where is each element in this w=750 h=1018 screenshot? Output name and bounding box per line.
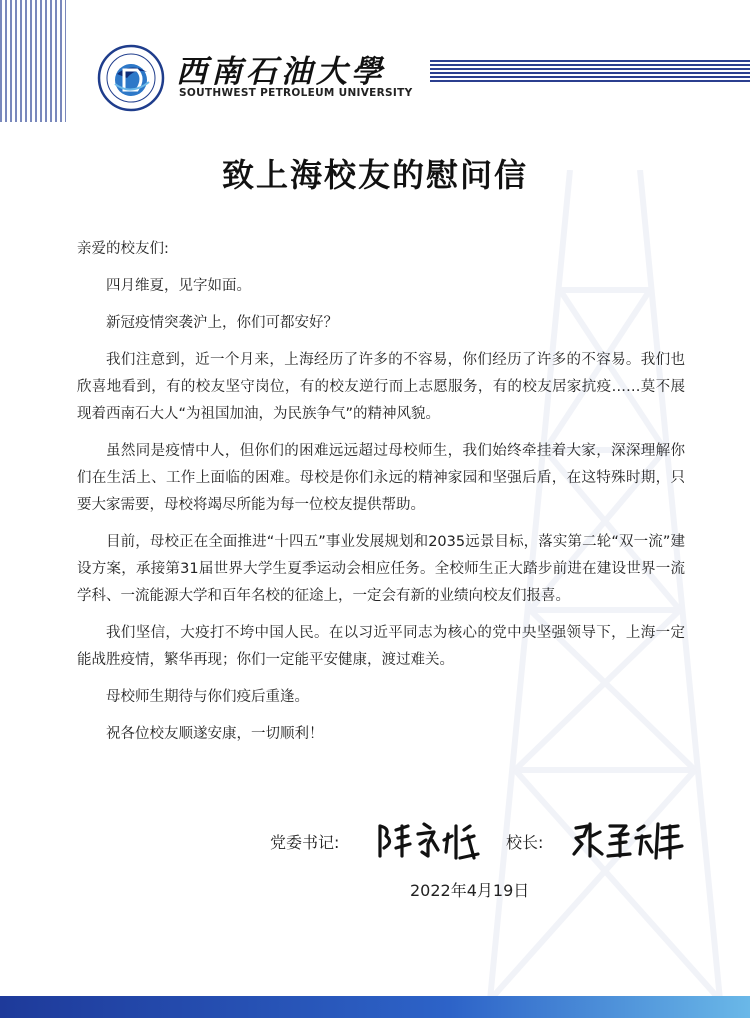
letter-title: 致上海校友的慰问信: [221, 156, 528, 194]
letter-paragraph: 母校师生期待与你们疫后重逢。: [106, 689, 309, 705]
letter-paragraph: 新冠疫情突袭沪上，你们可都安好？: [106, 315, 338, 331]
letter-paragraph: 我们注意到，近一个月来，上海经历了许多的不容易，你们经历了许多的不容易。我们也欣喜地看到，有的校友坚守岗位，有的校友逆行而上志愿服务，有的校友居家抗疫……莫不展现着西南石大人“为祖国加油，为民族争气”的精神风貌。: [77, 352, 685, 422]
letter-date: 2022年4月19日: [410, 881, 530, 900]
university-emblem-icon: [97, 44, 165, 112]
university-name-cn: 西南石油大學: [176, 54, 386, 90]
university-name-en: SOUTHWEST PETROLEUM UNIVERSITY: [179, 87, 413, 99]
letter-paragraph: 四月维夏，见字如面。: [106, 278, 251, 294]
decorative-stripes-left: [0, 0, 66, 122]
decorative-stripes-right: [430, 60, 750, 82]
letter-paragraph: 我们坚信，大疫打不垮中国人民。在以习近平同志为核心的党中央坚强领导下，上海一定能战胜疫情，繁华再现；你们一定能平安健康，渡过难关。: [77, 625, 685, 668]
signature-row: [270, 818, 690, 868]
president-label: 校长:: [506, 833, 544, 852]
party-secretary-label: 党委书记:: [270, 833, 340, 852]
letter-body: [77, 236, 685, 758]
bottom-decorative-bar: [0, 996, 750, 1018]
letter-greeting: 亲爱的校友们:: [77, 241, 169, 257]
president-signature: [570, 818, 690, 862]
letter-paragraph: 目前，母校正在全面推进“十四五”事业发展规划和2035远景目标，落实第二轮“双一流”建设方案，承接第31届世界大学生夏季运动会相应任务。全校师生正大踏步前进在建设世界一流学科、一流能源大学和百年名校的征途上，一定会有新的业绩向校友们报喜。: [77, 534, 685, 604]
letter-paragraph: 祝各位校友顺遂安康，一切顺利！: [106, 726, 324, 742]
letter-paragraph: 虽然同是疫情中人，但你们的困难远远超过母校师生，我们始终牵挂着大家，深深理解你们在生活上、工作上面临的困难。母校是你们永远的精神家园和坚强后盾，在这特殊时期，只要大家需要，母校将竭尽所能为每一位校友提供帮助。: [77, 443, 685, 513]
party-secretary-signature: [374, 818, 486, 862]
